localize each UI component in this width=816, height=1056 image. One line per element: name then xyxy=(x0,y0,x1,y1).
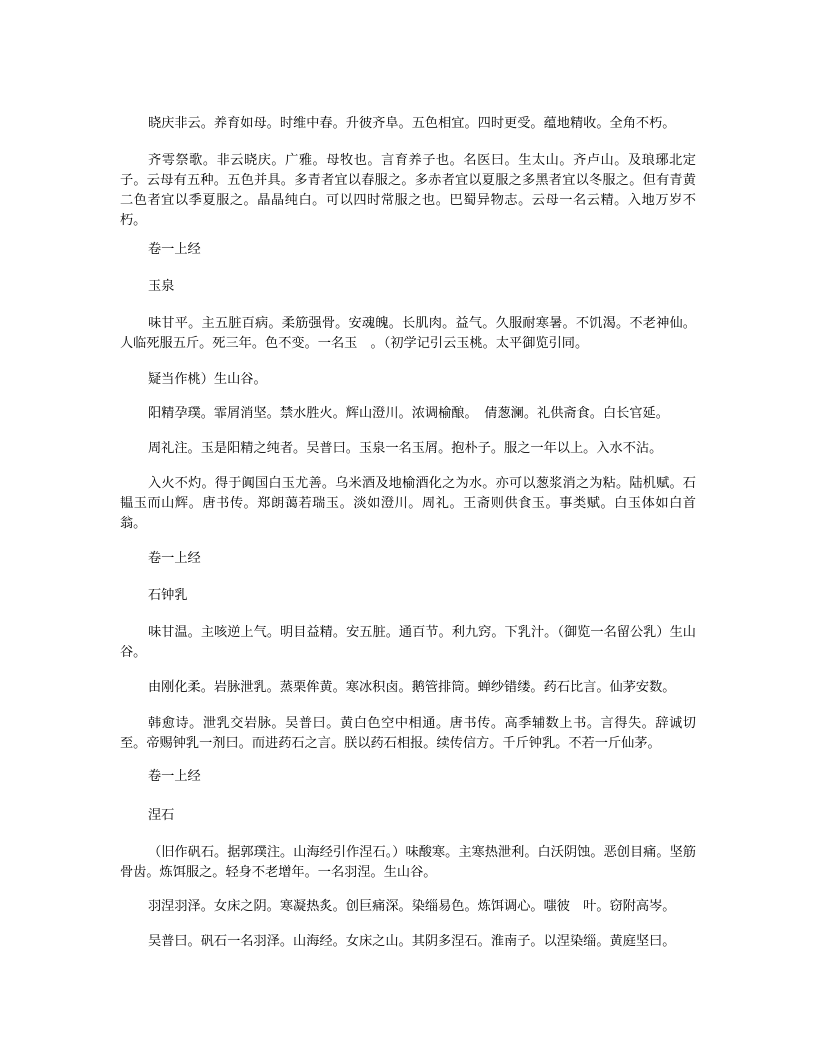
paragraph: 阳精孕璞。霏屑消坚。禁水胜火。辉山澄川。浓调榆酿。 倩葱澜。礼供斋食。白长官延。 xyxy=(148,406,669,421)
section-heading: 卷一上经 xyxy=(148,242,201,257)
paragraph: 吴普曰。矾石一名羽泽。山海经。女床之山。其阴多涅石。淮南子。以涅染缁。黄庭坚曰。 xyxy=(148,934,676,949)
paragraph: 味甘温。主咳逆上气。明目益精。安五脏。通百节。利九窍。下乳汁。（御览一名留公乳）生山谷。 xyxy=(120,625,696,660)
paragraph: 味甘平。主五脏百病。柔筋强骨。安魂魄。长肌肉。益气。久服耐寒暑。不饥渴。不老神仙。人临死服五斤。死三年。色不变。一名玉 。（初学记引云玉桃。太平御览引同。 xyxy=(120,316,696,351)
section-heading: 卷一上经 xyxy=(148,551,201,566)
entry-title: 涅石 xyxy=(148,808,175,823)
entry-title: 玉泉 xyxy=(148,279,175,294)
section-heading: 卷一上经 xyxy=(148,769,201,784)
paragraph: （旧作矾石。据郭璞注。山海经引作涅石。）味酸寒。主寒热泄利。白沃阴蚀。恶创目痛。坚筋骨齿。炼饵服之。轻身不老增年。一名羽涅。生山谷。 xyxy=(120,845,696,880)
paragraph: 韩愈诗。泄乳交岩脉。吴普曰。黄白色空中相通。唐书传。高季辅数上书。言得失。辞诚切至。帝赐钟乳一剂曰。而进药石之言。朕以药石相报。续传信方。千斤钟乳。不若一斤仙茅。 xyxy=(120,716,696,751)
paragraph: 晓庆非云。养育如母。时维中春。升彼齐阜。五色相宜。四时更受。蕴地精收。全角不朽。 xyxy=(148,116,676,131)
entry-title: 石钟乳 xyxy=(148,588,188,603)
paragraph: 由刚化柔。岩脉泄乳。蒸栗侔黄。寒冰积卤。鹅管排筒。蝉纱错缕。药石比言。仙茅安数。 xyxy=(148,680,676,695)
paragraph: 入火不灼。得于阗国白玉尤善。乌米酒及地榆酒化之为水。亦可以葱浆消之为粘。陆机赋。石韫玉而山辉。唐书传。郑朗蔼若瑞玉。淡如澄川。周礼。王斋则供食玉。事类赋。白玉体如白首翁。 xyxy=(120,476,696,531)
paragraph: 羽涅羽泽。女床之阴。寒凝热炙。创巨痛深。染缁易色。炼饵调心。嗤彼 叶。窃附高岑。 xyxy=(148,899,676,914)
paragraph: 疑当作桃）生山谷。 xyxy=(148,372,267,387)
paragraph: 周礼注。玉是阳精之纯者。吴普曰。玉泉一名玉屑。抱朴子。服之一年以上。入水不沾。 xyxy=(148,441,663,456)
paragraph: 齐雩祭歌。非云晓庆。广雅。母牧也。言育养子也。名医曰。生太山。齐卢山。及琅琊北定子。云母有五种。五色并具。多青者宜以春服之。多赤者宜以夏服之多黑者宜以冬服之。但有青黄二色者宜以季夏服之。晶晶纯白。可以四时常服之也。巴蜀异物志。云母一名云精。入地万岁不朽。 xyxy=(120,153,696,228)
